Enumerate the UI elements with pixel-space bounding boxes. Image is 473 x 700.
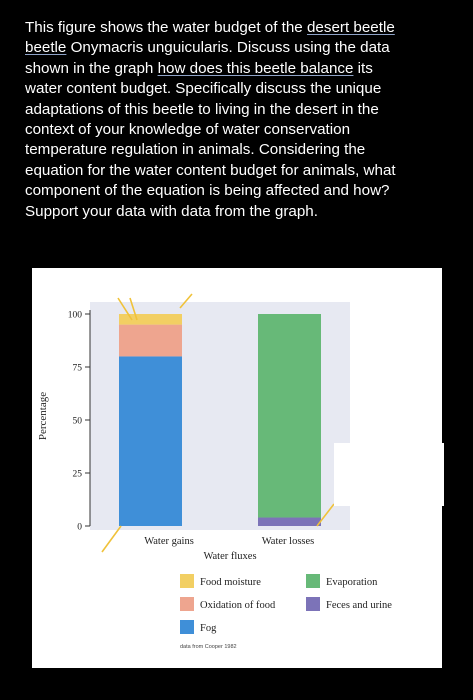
y-tick-label: 50 xyxy=(72,416,82,427)
question-line-2-text: Onymacris unguicularis. Discuss using the data xyxy=(66,39,390,57)
bar-segment-water-gains-fog xyxy=(119,356,182,526)
y-tick-label: 0 xyxy=(77,522,82,533)
category-label-water-losses: Water losses xyxy=(261,536,315,547)
legend-label-feces-and-urine: Feces and urine xyxy=(326,600,392,611)
link-desert-beetle[interactable]: desert beetle xyxy=(306,19,395,36)
legend-label-oxidation-of-food: Oxidation of food xyxy=(200,600,276,611)
x-axis-label: Water fluxes xyxy=(203,551,257,562)
y-tick-group xyxy=(68,311,90,533)
bar-segment-water-losses-feces-and-urine xyxy=(258,518,321,526)
legend-label-food-moisture: Food moisture xyxy=(200,577,261,588)
link-beetle[interactable]: beetle xyxy=(25,39,67,57)
question-line-3-pre: shown in the graph xyxy=(25,59,158,77)
bar-segment-water-losses-evaporation xyxy=(258,314,321,518)
legend-label-fog: Fog xyxy=(200,623,217,634)
question-line-8: equation for the water content budget for animals, what xyxy=(25,161,396,179)
question-line-5: adaptations of this beetle to living in the desert in the xyxy=(25,100,379,118)
link-balance[interactable]: how does this beetle balance xyxy=(157,59,354,77)
legend-swatch-feces-and-urine xyxy=(306,597,320,611)
question-line-9: component of the equation is being affected and how? xyxy=(25,182,390,200)
y-axis-label: Percentage xyxy=(37,391,49,441)
question-line-1-text: This figure shows the water budget of the xyxy=(25,19,307,36)
source-credit: data from Cooper 1982 xyxy=(180,644,237,650)
question-line-7: temperature regulation in animals. Considering the xyxy=(25,141,366,159)
y-tick-label: 75 xyxy=(72,363,82,374)
legend-label-evaporation: Evaporation xyxy=(326,577,378,588)
legend-swatch-evaporation xyxy=(306,574,320,588)
legend-swatch-food-moisture xyxy=(180,574,194,588)
category-label-water-gains: Water gains xyxy=(144,536,194,547)
redaction-patch xyxy=(334,443,444,506)
legend-swatch-oxidation-of-food xyxy=(180,597,194,611)
question-text xyxy=(25,18,455,222)
question-line-3-post: its xyxy=(353,59,373,77)
question-line-4: water content budget. Specifically discuss the unique xyxy=(25,80,382,98)
y-tick-label: 100 xyxy=(67,310,82,321)
question-line-10: Support your data with data from the graph. xyxy=(25,202,318,220)
legend-swatch-fog xyxy=(180,620,194,634)
question-line-6: context of your knowledge of water conservation xyxy=(25,121,351,139)
legend xyxy=(180,574,392,634)
bar-segment-water-gains-oxidation-of-food xyxy=(119,325,182,357)
y-tick-label: 25 xyxy=(72,469,82,480)
